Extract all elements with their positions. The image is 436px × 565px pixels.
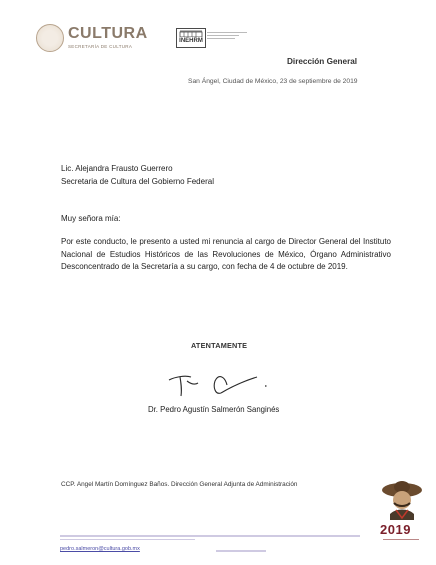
- department-heading: Dirección General: [287, 57, 358, 66]
- salutation: Muy señora mía:: [61, 214, 121, 223]
- handwritten-signature: [165, 365, 277, 399]
- ccp-note: CCP. Angel Martín Domínguez Baños. Dirección General Adjunta de Administración: [61, 481, 298, 488]
- recipient-title: Secretaria de Cultura del Gobierno Federal: [61, 177, 214, 186]
- closing: ATENTAMENTE: [191, 341, 248, 350]
- coat-of-arms-icon: [36, 24, 64, 52]
- inehrm-logo-text: INEHRM: [179, 38, 203, 44]
- cultura-logo: CULTURA: [68, 25, 148, 42]
- email-link[interactable]: pedro.salmeron@cultura.gob.mx: [60, 546, 140, 552]
- footer-address: [60, 533, 360, 542]
- year-subtitle: [383, 538, 419, 540]
- place-date: San Ángel, Ciudad de México, 23 de septiembre de 2019: [188, 78, 358, 85]
- recipient-block: [61, 162, 214, 188]
- recipient-name: Lic. Alejandra Frausto Guerrero: [61, 164, 173, 173]
- inehrm-logo: [176, 28, 206, 48]
- zapata-emblem-icon: [380, 478, 424, 520]
- cultura-logo-subtitle: SECRETARÍA DE CULTURA: [68, 44, 133, 49]
- body-paragraph: Por este conducto, le presento a usted mi renuncia al cargo de Director General del Instituto Nacional de Estudios Históricos de las Revoluciones de México, Órgano Administrativo Desconcentrado de la Secretaría a su cargo, con fecha de 4 de octubre de 2019.: [61, 237, 391, 272]
- inehrm-logo-subtitle: [207, 30, 247, 41]
- building-icon: [178, 30, 204, 37]
- footer-website: [216, 547, 266, 552]
- year-2019: 2019: [380, 522, 411, 537]
- signer-name: Dr. Pedro Agustín Salmerón Sanginés: [148, 405, 280, 414]
